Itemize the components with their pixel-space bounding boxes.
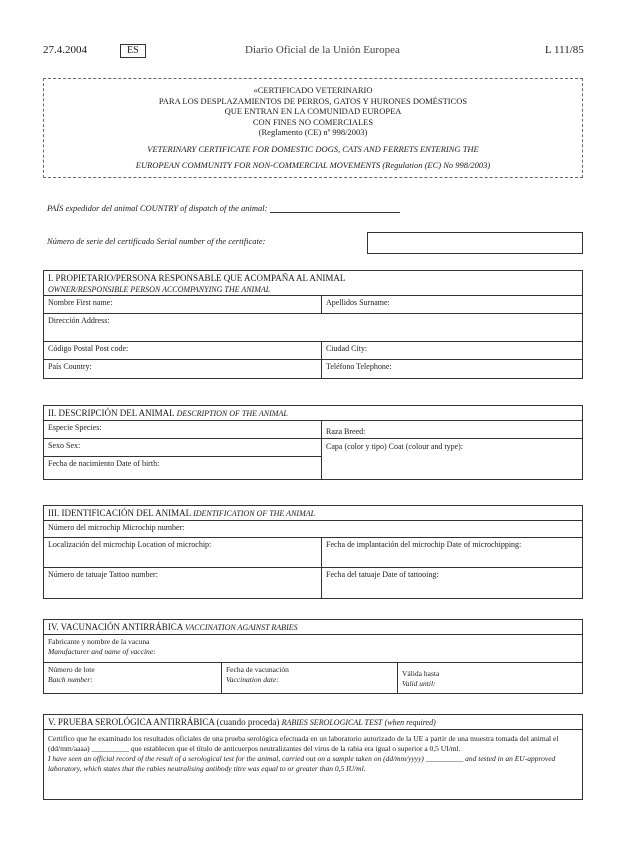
description-title-es: II. DESCRIPCIÓN DEL ANIMAL (48, 408, 175, 418)
serology-title-en-paren: (when required) (384, 718, 436, 727)
manufacturer-label-es: Fabricante y nombre de la vacuna (48, 637, 150, 646)
vaccination-title-en: VACCINATION AGAINST RABIES (185, 623, 298, 632)
valid-until-field[interactable] (398, 663, 582, 693)
title-es-line3: QUE ENTRAN EN LA COMUNIDAD EUROPEA (224, 106, 402, 116)
microchip-location-field[interactable]: Localización del microchip Location of microchip: (44, 538, 322, 567)
serology-text-en: I have seen an official record of the result of a serological test for the animal, carried out on a sample taken on (dd/mm/yyyy) __________ and tested in an EU-approved laboratory, which states that the rabies neutralising antibody titre was equal to or greater than 0,5 IU/ml. (48, 754, 556, 773)
serology-title-es: V. PRUEBA SEROLÓGICA ANTIRRÁBICA (48, 717, 215, 727)
section-identification-title (44, 506, 582, 521)
breed-field[interactable]: Raza Breed: (326, 427, 366, 436)
vacc-date-label-es: Fecha de vacunación (226, 665, 289, 674)
journal-name: Diario Oficial de la Unión Europea (245, 44, 400, 56)
serial-label: Número de serie del certificado Serial number of the certificate: (47, 236, 266, 246)
owner-address-field[interactable]: Dirección Address: (48, 316, 110, 325)
country-field (47, 203, 400, 213)
description-title-en: DESCRIPTION OF THE ANIMAL (176, 409, 288, 418)
owner-surname-field[interactable]: Apellidos Surname: (326, 298, 390, 307)
header-date: 27.4.2004 (43, 44, 87, 56)
tattoo-number-field[interactable]: Número de tatuaje Tattoo number: (44, 568, 322, 598)
language-code: ES (120, 44, 146, 58)
identification-title-es: III. IDENTIFICACIÓN DEL ANIMAL (48, 508, 191, 518)
section-vaccination (43, 619, 583, 694)
section-vaccination-title (44, 620, 582, 635)
section-identification (43, 505, 583, 599)
owner-title-es: I. PROPIETARIO/PERSONA RESPONSABLE QUE ACOMPAÑA AL ANIMAL (48, 273, 346, 283)
vacc-date-label-en: Vaccination date: (226, 675, 279, 684)
title-en-line2: EUROPEAN COMMUNITY FOR NON-COMMERCIAL MOVEMENTS (Regulation (EC) No 998/2003) (135, 160, 491, 170)
title-es-line5: (Reglamento (CE) nº 998/2003) (258, 127, 368, 137)
certificate-title-box (43, 78, 583, 178)
batch-label-es: Número de lote (48, 665, 95, 674)
owner-first-name-field[interactable]: Nombre First name: (44, 296, 322, 313)
coat-field[interactable] (322, 439, 582, 479)
country-input-line[interactable] (270, 204, 400, 213)
batch-number-field[interactable] (44, 663, 222, 693)
tattoo-date-field[interactable]: Fecha del tatuaje Date of tattooing: (326, 570, 439, 579)
microchip-date-field[interactable]: Fecha de implantación del microchip Date of microchipping: (326, 540, 522, 549)
serial-number-box[interactable] (367, 232, 583, 254)
microchip-number-field[interactable]: Número del microchip Microchip number: (48, 523, 185, 532)
vaccination-date-field[interactable] (222, 663, 398, 693)
section-serology-title (44, 715, 582, 730)
title-es-line4: CON FINES NO COMERCIALES (252, 116, 374, 127)
valid-label-en: Valid until: (402, 679, 436, 688)
serology-text-es: Certifico que he examinado los resultados oficiales de una prueba serológica efectuada en un laboratorio autorizado de la UE a partir de una muestra tomada del animal el (dd/mm/aaaa) __________ que establecen que el título de anticuerpos neutralizantes del virus de la rabia era igual o superior a 0,5 UI/ml. (48, 734, 559, 753)
serology-title-en: RABIES SEROLOGICAL TEST (281, 718, 383, 727)
title-en-line1: VETERINARY CERTIFICATE FOR DOMESTIC DOGS, CATS AND FERRETS ENTERING THE (147, 143, 479, 154)
page-reference: L 111/85 (545, 44, 584, 56)
section-owner (43, 270, 583, 379)
coat-label: Capa (color y tipo) Coat (colour and type): (326, 442, 464, 451)
vaccine-manufacturer-field[interactable] (44, 635, 582, 662)
title-es-line2: PARA LOS DESPLAZAMIENTOS DE PERROS, GATOS Y HURONES DOMÉSTICOS (158, 95, 468, 106)
serology-title-paren: (cuando proceda) (216, 717, 280, 727)
section-serology (43, 714, 583, 800)
manufacturer-label-en: Manufacturer and name of vaccine: (48, 647, 156, 656)
section-description-title (44, 406, 582, 421)
section-description (43, 405, 583, 480)
title-es-line1: «CERTIFICADO VETERINARIO (253, 85, 373, 95)
owner-phone-field[interactable]: Teléfono Telephone: (326, 362, 392, 371)
section-owner-title (44, 271, 582, 296)
vaccination-title-es: IV. VACUNACIÓN ANTIRRÁBICA (48, 622, 183, 632)
identification-title-en: IDENTIFICATION OF THE ANIMAL (193, 509, 316, 518)
owner-title-en: OWNER/RESPONSIBLE PERSON ACCOMPANYING THE ANIMAL (48, 285, 271, 294)
country-label: PAÍS expedidor del animal COUNTRY of dispatch of the animal: (47, 203, 268, 213)
owner-city-field[interactable]: Ciudad City: (326, 344, 368, 353)
owner-country-field[interactable]: País Country: (44, 360, 322, 378)
dob-field[interactable]: Fecha de nacimiento Date of birth: (48, 459, 160, 468)
owner-postal-field[interactable]: Código Postal Post code: (44, 342, 322, 359)
sex-field[interactable]: Sexo Sex: (48, 441, 81, 450)
valid-label-es: Válida hasta (402, 669, 440, 678)
batch-label-en: Batch number: (48, 675, 93, 684)
species-field[interactable]: Especie Species: (48, 423, 102, 432)
